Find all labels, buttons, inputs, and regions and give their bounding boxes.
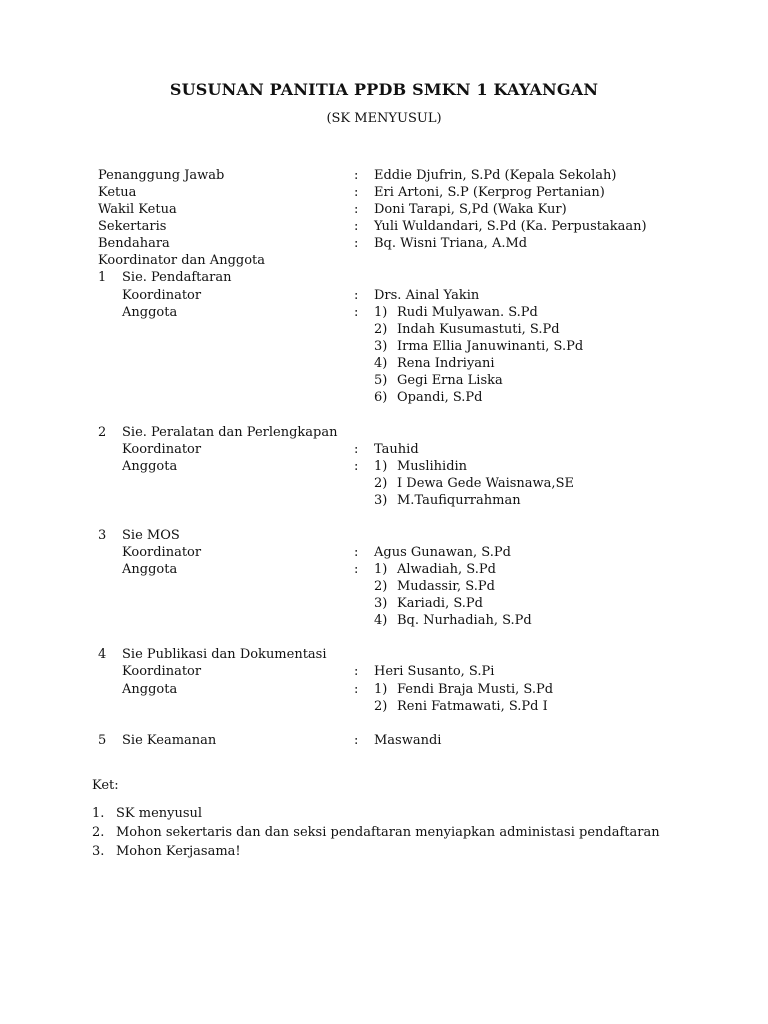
note-text: SK menyusul: [116, 806, 203, 821]
member-name: Muslihidin: [397, 459, 468, 474]
official-name: Eddie Djufrin, S.Pd (Kepala Sekolah): [374, 168, 617, 183]
section-number: 2: [98, 425, 107, 440]
section-name: Sie MOS: [122, 528, 180, 543]
colon: :: [354, 305, 359, 320]
note-number: 1.: [92, 806, 105, 821]
section-name: Sie. Pendaftaran: [122, 270, 232, 285]
member-name: Rena Indriyani: [397, 356, 495, 371]
colon: :: [354, 459, 359, 474]
official-name: Doni Tarapi, S,Pd (Waka Kur): [374, 202, 567, 217]
document-subtitle: (SK MENYUSUL): [326, 111, 442, 126]
member-number: 3): [374, 493, 388, 508]
koordinator-name: Tauhid: [374, 442, 419, 457]
member-number: 4): [374, 356, 388, 371]
member-number: 1): [374, 562, 388, 577]
member-name: Opandi, S.Pd: [397, 390, 483, 405]
koordinator-name: Drs. Ainal Yakin: [374, 288, 480, 303]
koordinator-label: Koordinator: [122, 288, 202, 303]
member-number: 6): [374, 390, 388, 405]
member-number: 2): [374, 322, 388, 337]
section-name: Sie Keamanan: [122, 733, 217, 748]
notes-heading: Ket:: [92, 778, 119, 793]
colon: :: [354, 202, 359, 217]
section-name: Sie Publikasi dan Dokumentasi: [122, 647, 327, 662]
member-number: 2): [374, 476, 388, 491]
member-name: Gegi Erna Liska: [397, 373, 503, 388]
official-name: Bq. Wisni Triana, A.Md: [374, 236, 528, 251]
anggota-label: Anggota: [122, 459, 178, 474]
note-text: Mohon Kerjasama!: [116, 844, 241, 859]
anggota-label: Anggota: [122, 682, 178, 697]
member-name: Indah Kusumastuti, S.Pd: [397, 322, 560, 337]
member-number: 5): [374, 373, 388, 388]
colon: :: [354, 219, 359, 234]
member-number: 1): [374, 682, 388, 697]
colon: :: [354, 733, 359, 748]
section-number: 3: [98, 528, 107, 543]
official-name: Yuli Wuldandari, S.Pd (Ka. Perpustakaan): [374, 219, 647, 234]
colon: :: [354, 236, 359, 251]
member-name: I Dewa Gede Waisnawa,SE: [397, 476, 574, 491]
member-name: Bq. Nurhadiah, S.Pd: [397, 613, 532, 628]
document-title: SUSUNAN PANITIA PPDB SMKN 1 KAYANGAN: [169, 80, 599, 99]
colon: :: [354, 664, 359, 679]
member-name: Fendi Braja Musti, S.Pd: [397, 682, 554, 697]
colon: :: [354, 288, 359, 303]
member-number: 2): [374, 699, 388, 714]
anggota-label: Anggota: [122, 305, 178, 320]
official-role: Sekertaris: [98, 219, 167, 234]
member-name: Alwadiah, S.Pd: [397, 562, 496, 577]
colon: :: [354, 168, 359, 183]
official-role: Wakil Ketua: [98, 202, 177, 217]
member-number: 1): [374, 459, 388, 474]
koordinator-label: Koordinator: [122, 545, 202, 560]
note-text: Mohon sekertaris dan dan seksi pendaftaran menyiapkan administasi pendaftaran: [116, 825, 660, 840]
koordinator-label: Koordinator: [122, 442, 202, 457]
official-name: Eri Artoni, S.P (Kerprog Pertanian): [374, 185, 605, 200]
member-name: Reni Fatmawati, S.Pd I: [397, 699, 548, 714]
section-number: 4: [98, 647, 107, 662]
member-number: 1): [374, 305, 388, 320]
member-name: Rudi Mulyawan. S.Pd: [397, 305, 538, 320]
member-number: 4): [374, 613, 388, 628]
member-name: M.Taufiqurrahman: [397, 493, 521, 508]
colon: :: [354, 442, 359, 457]
section-number: 1: [98, 270, 107, 285]
colon: :: [354, 682, 359, 697]
koordinator-name: Heri Susanto, S.Pi: [374, 664, 495, 679]
member-number: 3): [374, 339, 388, 354]
coordinators-heading: Koordinator dan Anggota: [98, 253, 266, 268]
colon: :: [354, 185, 359, 200]
official-role: Bendahara: [98, 236, 170, 251]
official-role: Ketua: [98, 185, 137, 200]
section-value: Maswandi: [374, 733, 442, 748]
official-role: Penanggung Jawab: [98, 168, 225, 183]
section-name: Sie. Peralatan dan Perlengkapan: [122, 425, 338, 440]
colon: :: [354, 545, 359, 560]
note-number: 2.: [92, 825, 105, 840]
koordinator-label: Koordinator: [122, 664, 202, 679]
anggota-label: Anggota: [122, 562, 178, 577]
member-number: 2): [374, 579, 388, 594]
koordinator-name: Agus Gunawan, S.Pd: [374, 545, 511, 560]
section-number: 5: [98, 733, 107, 748]
member-name: Irma Ellia Januwinanti, S.Pd: [397, 339, 584, 354]
colon: :: [354, 562, 359, 577]
note-number: 3.: [92, 844, 105, 859]
member-name: Kariadi, S.Pd: [397, 596, 483, 611]
member-name: Mudassir, S.Pd: [397, 579, 495, 594]
member-number: 3): [374, 596, 388, 611]
